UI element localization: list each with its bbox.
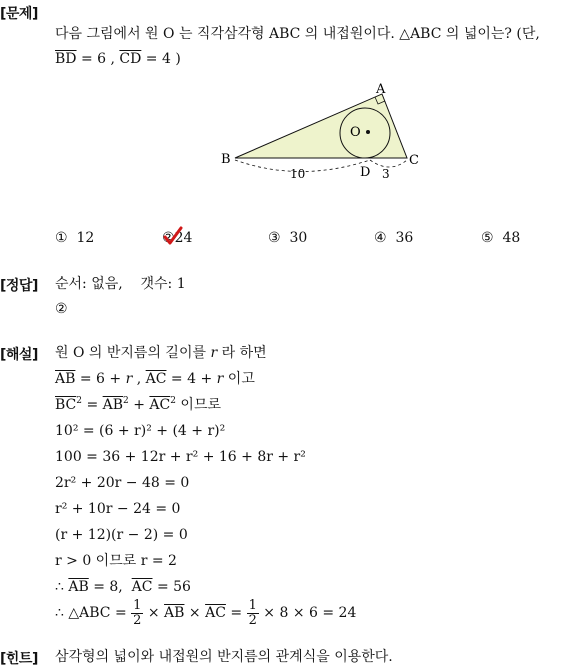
sol-l11-b: = 24 [317,605,357,621]
choice-3[interactable] [268,230,307,246]
sol-l10-a: = 8, [93,579,123,595]
choice-4-num: ④ [374,230,387,246]
center-point [366,130,370,134]
sol-l3-text: 이므로 [175,397,222,413]
problem-text-line2 [55,50,181,68]
sol-ac-4: $\overline{AC}$ [205,605,226,621]
solution-line-1 [55,344,267,362]
label-c: C [409,153,419,168]
choice-4[interactable] [374,230,413,246]
label-dc-length: 3 [382,167,390,181]
sol-ac: $\overline{AC}$ [145,371,167,387]
sol-bc: $\overline{BC}$ [55,397,77,413]
sol-l1-r: r [210,345,218,361]
choice-5[interactable] [481,230,520,246]
bd-value: = 6 , [76,51,120,67]
solution-line-6: 2r² + 20r − 48 = 0 [55,475,190,491]
solution-line-5: 100 = 36 + 12r + r² + 16 + 8r + r² [55,449,306,465]
problem-label: [문제] [0,6,38,22]
sol-ac-2: $\overline{AC}$ [149,397,171,413]
choice-5-num: ⑤ [481,230,494,246]
answer-meta: 순서: 없음, 갯수: 1 [55,276,186,292]
sol-l2-d: 이고 [223,371,255,387]
sol-l2-c: = 4 + [166,371,217,387]
triangle-figure [210,78,430,188]
fraction-half-1: $\frac{1}{2}$ [133,597,142,628]
solution-line-2 [55,370,255,388]
sol-l2-r1: r [125,371,133,387]
choice-2-value: 24 [174,230,193,246]
answer-label: [정답] [0,278,38,294]
solution-line-9: r > 0 이므로 r = 2 [55,553,177,569]
sol-ab-2: $\overline{AB}$ [102,397,124,413]
solution-line-11: ∴ △ABC = $\frac{1}{2}$ × $\overline{AB} \times \overline{AC}$ = $\frac{1}{2}$ × 8 × 6 = 24 [55,597,357,628]
label-b: B [221,152,231,167]
hint-text: 삼각형의 넓이와 내접원의 반지름의 관계식을 이용한다. [55,649,393,665]
choice-5-value: 48 [502,230,521,246]
sol-l2-a: = 6 + [75,371,126,387]
choice-1[interactable] [55,230,94,246]
choice-4-value: 36 [395,230,414,246]
sol-l1-text-b: 라 하면 [217,345,267,361]
label-bd-length: 10 [290,167,306,181]
solution-line-8: (r + 12)(r − 2) = 0 [55,527,188,543]
fraction-half-2: $\frac{1}{2}$ [248,597,257,628]
choice-3-num: ③ [268,230,281,246]
sol-l11-a: ∴ △ABC = [55,605,132,621]
dc-arc [370,160,407,167]
label-a: A [376,82,386,97]
sol-l11-times: × 8 × 6 [258,605,318,621]
label-d: D [360,165,371,180]
solution-line-7: r² + 10r − 24 = 0 [55,501,181,517]
segment-bd: $\overline{BD}$ [55,51,77,67]
solution-line-10: ∴ $\overline{AB} = 8$, $\overline{AC} = 56$ [55,579,191,595]
answer-value: ② [55,301,68,317]
problem-text-line1: 다음 그림에서 원 O 는 직각삼각형 ABC 의 내접원이다. △ABC 의 넓이는? (단, [55,26,540,42]
check-mark-icon [163,225,183,247]
choice-3-value: 30 [289,230,308,246]
sol-l2-b: , [132,371,146,387]
choice-1-value: 12 [76,230,95,246]
sol-ab-3: $\overline{AB}$ [68,579,89,595]
solution-line-3: $\overline{BC}^2 = \overline{AB}^2 + \overline{AC}^2$ 이므로 [55,396,222,413]
sol-l10-b: = 56 [156,579,191,595]
choice-1-num: ① [55,230,68,246]
sol-l1-text-a: 원 O 의 반지름의 길이를 [55,345,211,361]
hint-label: [힌트] [0,651,38,667]
label-o: O [350,125,361,140]
incircle [340,108,390,158]
solution-label: [해설] [0,347,38,363]
solution-line-4: 10² = (6 + r)² + (4 + r)² [55,423,226,439]
sol-ab-4: $\overline{AB}$ [164,605,185,621]
sol-l2-r2: r [216,371,224,387]
segment-cd: $\overline{CD}$ [119,51,142,67]
sol-ab: $\overline{AB}$ [55,371,76,387]
cd-value: = 4 ) [141,51,181,67]
sol-ac-3: $\overline{AC}$ [131,579,153,595]
choice-2-num: ② [162,230,175,246]
